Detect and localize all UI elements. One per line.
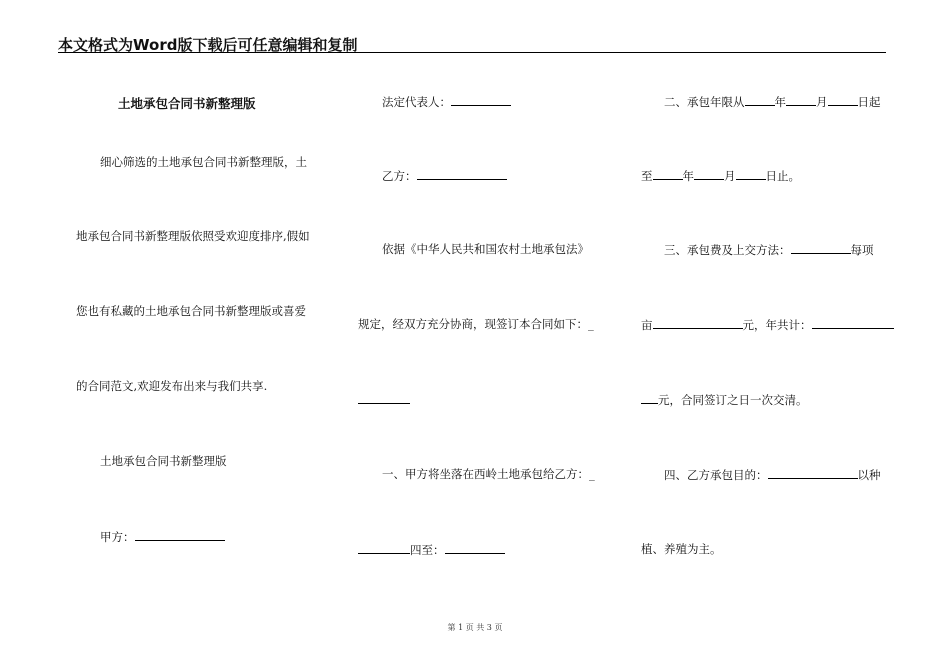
fee-amount-line	[641, 317, 894, 332]
term-line-1	[664, 94, 881, 109]
agreement-blank[interactable]	[358, 392, 410, 404]
fee-label: 三、承包费及上交方法：	[664, 243, 791, 257]
boundary-blank[interactable]	[445, 542, 505, 554]
basis-line: 依据《中华人民共和国农村土地承包法》	[382, 242, 589, 256]
party-a-blank[interactable]	[135, 529, 225, 541]
intro-line-2: 地承包合同书新整理版依照受欢迎度排序,假如	[76, 229, 310, 243]
intro-line-3: 您也有私藏的土地承包合同书新整理版或喜爱	[76, 304, 306, 318]
subtitle: 土地承包合同书新整理版	[100, 454, 227, 468]
term-to-month-blank[interactable]	[694, 168, 724, 180]
term-end-label: 日止。	[765, 169, 800, 183]
document-title: 土地承包合同书新整理版	[118, 96, 256, 111]
term-year-label: 年	[774, 95, 786, 109]
purpose-blank[interactable]	[768, 467, 858, 479]
location-blank[interactable]	[358, 542, 410, 554]
total-blank[interactable]	[812, 317, 894, 329]
term-from-month-blank[interactable]	[786, 94, 816, 106]
legal-rep-blank[interactable]	[451, 94, 511, 106]
intro-line-4: 的合同范文,欢迎发布出来与我们共享.	[76, 379, 268, 393]
purpose-line-2: 植、养殖为主。	[641, 542, 722, 556]
party-b-label: 乙方：	[382, 169, 417, 183]
term-start-label: 日起	[857, 95, 881, 109]
document-banner: 本文格式为Word版下载后可任意编辑和复制	[58, 36, 358, 54]
mu-label: 亩	[641, 318, 653, 332]
legal-rep-line	[382, 94, 511, 109]
term-from-label: 二、承包年限从	[664, 95, 745, 109]
purpose-label: 四、乙方承包目的：	[664, 468, 768, 482]
page-number: 第 1 页 共 3 页	[447, 623, 503, 632]
term-from-day-blank[interactable]	[828, 94, 858, 106]
banner-divider	[58, 52, 886, 53]
term-to-year-label: 年	[682, 169, 694, 183]
agreement-blank-line	[358, 392, 410, 407]
party-b-line	[382, 168, 507, 183]
term-to-day-blank[interactable]	[736, 168, 766, 180]
term-to-month-label: 月	[724, 169, 736, 183]
term-to-label: 至	[641, 169, 653, 183]
boundary-line	[358, 542, 505, 557]
fee-line	[664, 242, 874, 257]
purpose-line	[664, 467, 881, 482]
term-month-label: 月	[816, 95, 828, 109]
agreement-line: 规定，经双方充分协商，现签订本合同如下：_	[358, 317, 594, 331]
per-mu-blank[interactable]	[653, 317, 743, 329]
boundary-label: 四至：	[410, 543, 445, 557]
payment-text: 元，合同签订之日一次交清。	[658, 393, 808, 407]
purpose-suffix: 以种	[857, 468, 881, 482]
term-to-year-blank[interactable]	[653, 168, 683, 180]
term-line-2	[641, 168, 800, 183]
total-label: 元，年共计：	[742, 318, 812, 332]
intro-line-1: 细心筛选的土地承包合同书新整理版，土	[100, 155, 307, 169]
fee-blank[interactable]	[791, 242, 851, 254]
term-from-year-blank[interactable]	[745, 94, 775, 106]
party-a-line	[100, 529, 225, 544]
payment-blank[interactable]	[641, 392, 658, 404]
party-b-blank[interactable]	[417, 168, 507, 180]
legal-rep-label: 法定代表人：	[382, 95, 451, 109]
payment-line	[641, 392, 808, 407]
party-a-label: 甲方：	[100, 530, 135, 544]
clause-1-line: 一、甲方将坐落在西岭土地承包给乙方：_	[382, 467, 595, 481]
fee-per-label: 每项	[850, 243, 874, 257]
